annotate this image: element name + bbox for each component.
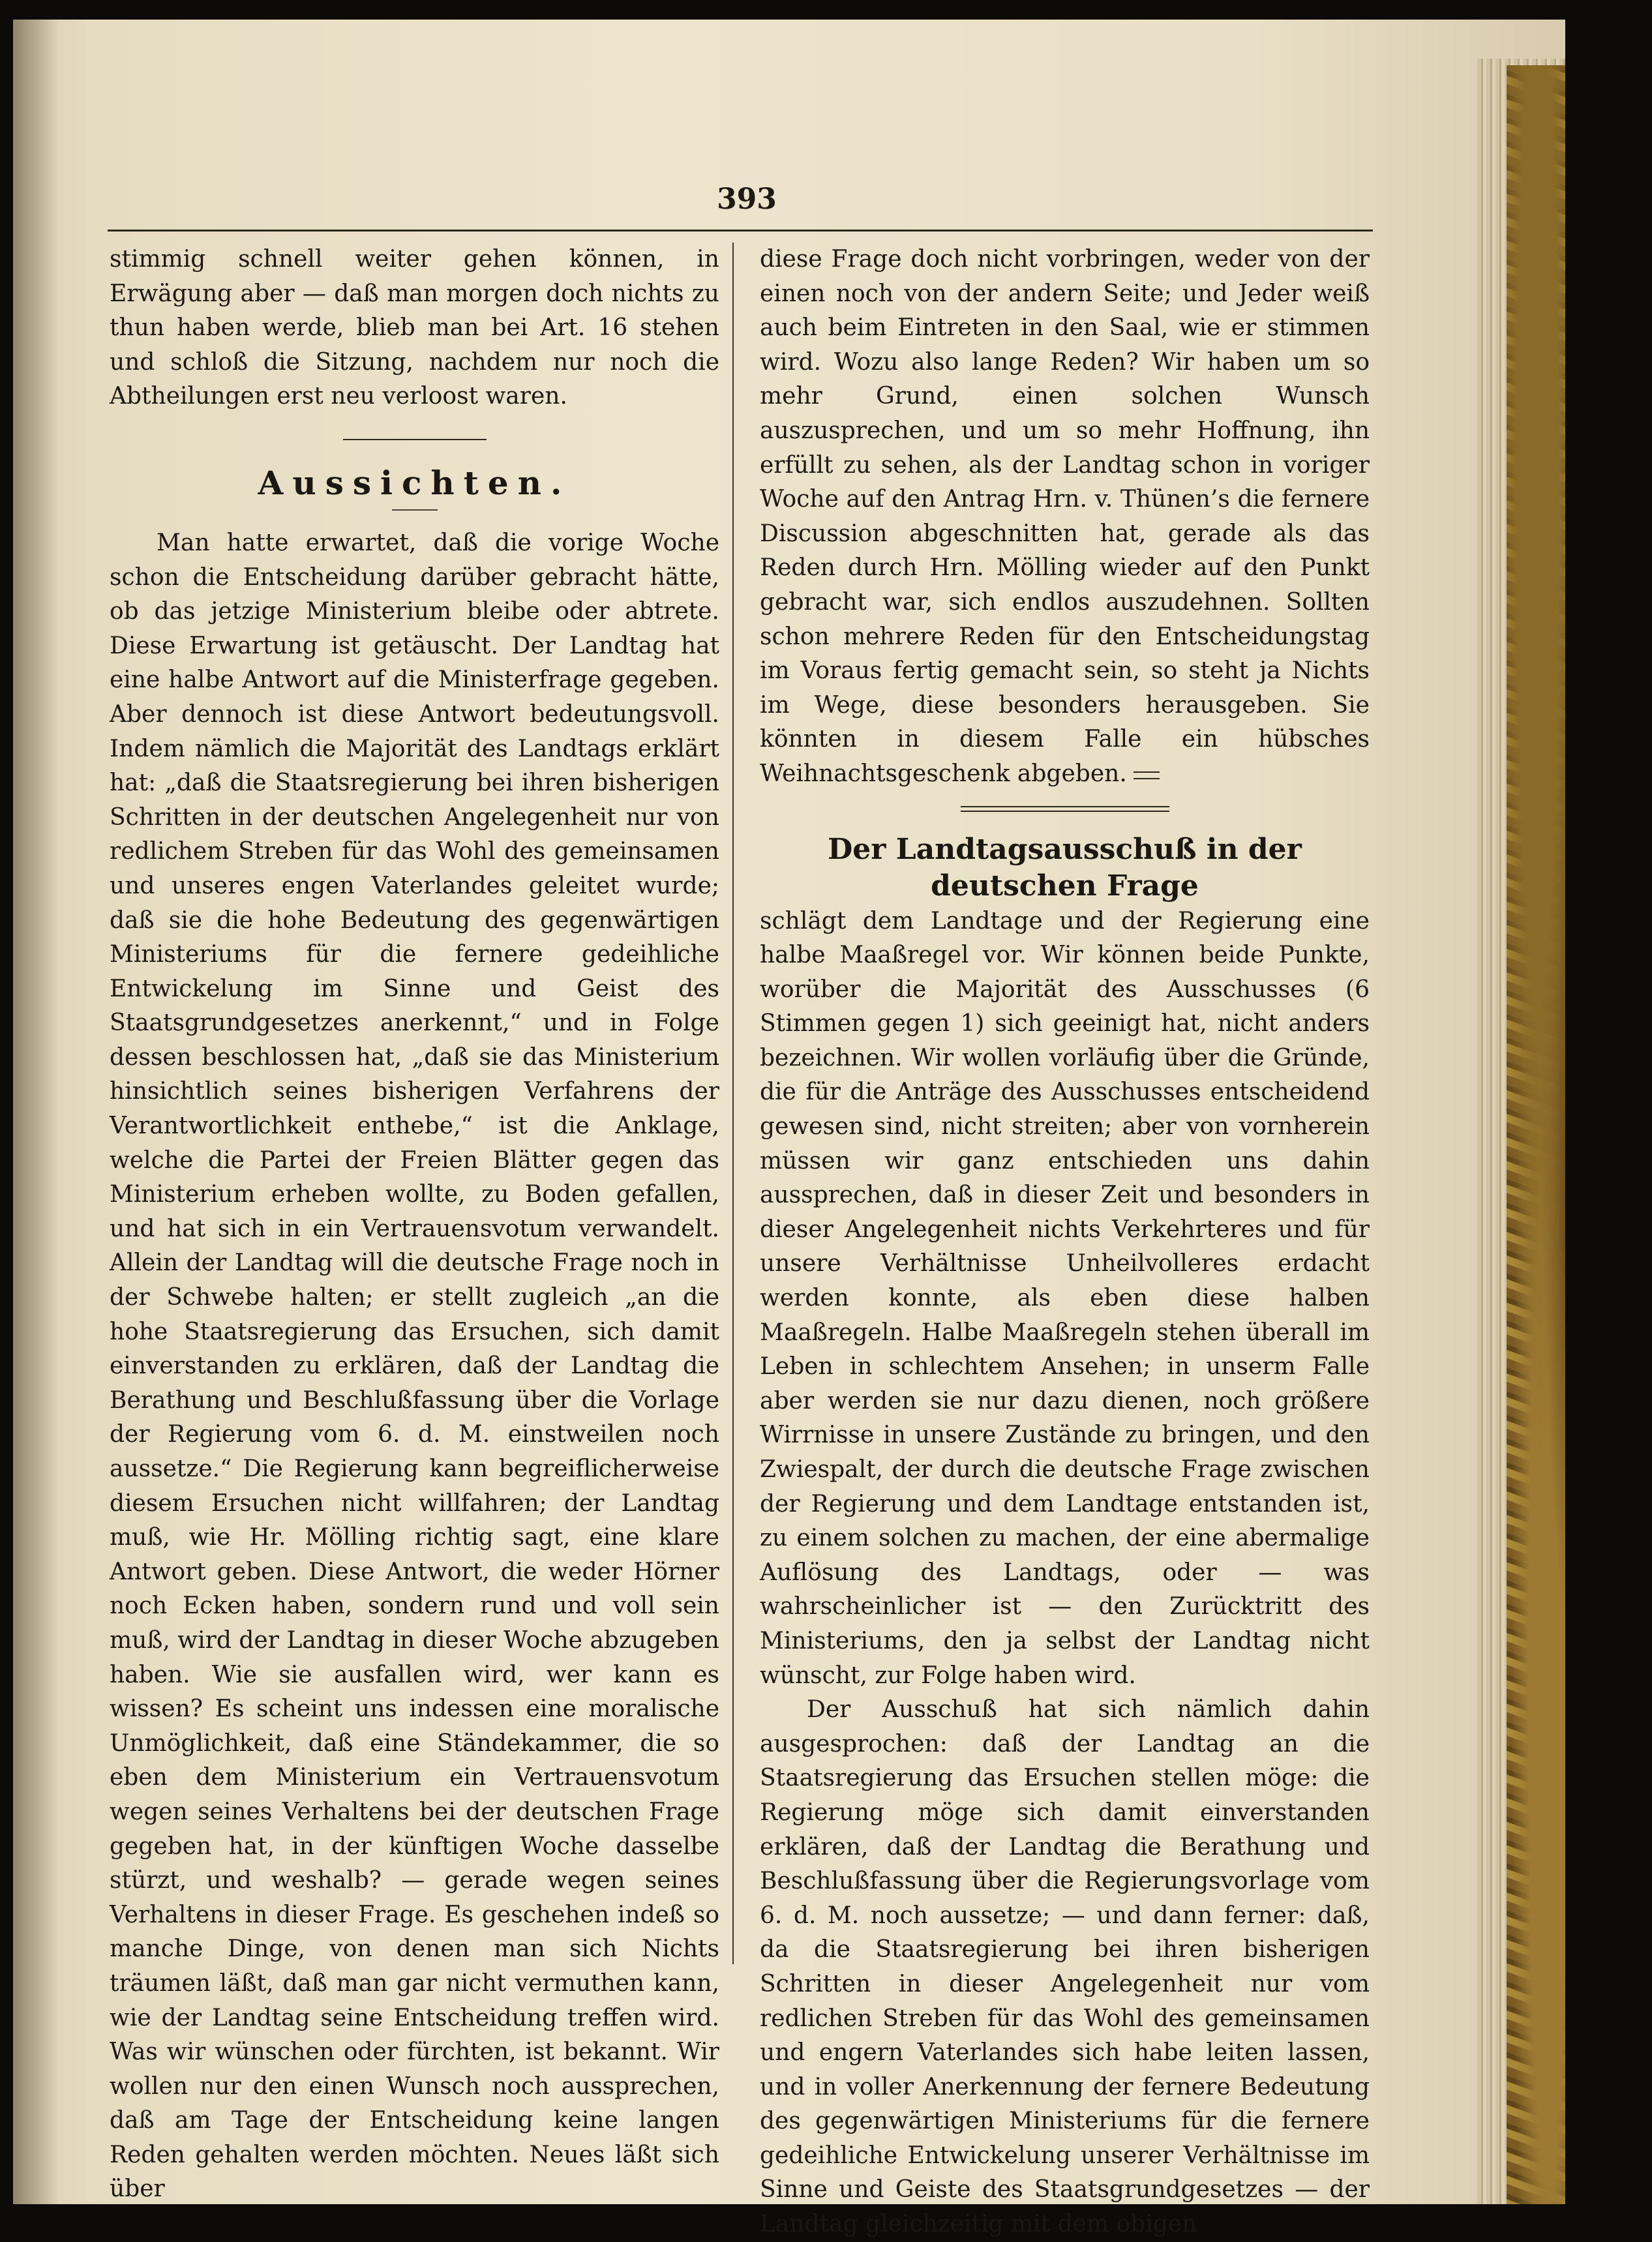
section-separator-double [961, 806, 1169, 812]
gutter-shadow [13, 20, 59, 2204]
left-column [110, 243, 719, 2207]
section-body-aussichten: Man hatte erwartet, daß die vorige Woche schon die Entscheidung darüber gebracht hätte, ob das jetzige Ministerium bleibe oder abtrete. Diese Erwartung ist getäuscht. Der Landtag hat eine halbe Antwort auf die Ministerfrage gegeben. Aber dennoch ist diese Antwort bedeutungsvoll. Indem nämlich die Majorität des Landtags erklärt hat: „daß die Staatsregierung bei ihren bisherigen Schritten in der deutschen Angelegenheit nur von redlichem Streben für das Wohl des gemeinsamen und unseres engen Vaterlandes geleitet wurde; daß sie die hohe Bedeutung des gegenwärtigen Ministeriums für die fernere gedeihliche Entwickelung im Sinne und Geist des Staatsgrundgesetzes anerkennt,“ und in Folge dessen beschlossen hat, „daß sie das Ministerium hinsichtlich seines bisherigen Verfahrens der Verantwortlichkeit enthebe,“ ist die Anklage, welche die Partei der Freien Blätter gegen das Ministerium erheben wollte, zu Boden gefallen, und hat sich in ein Vertrauensvotum verwandelt. Allein der Landtag will die deutsche Frage noch in der Schwebe halten; er stellt zugleich „an die hohe Staatsregierung das Ersuchen, sich damit einverstanden zu erklären, daß der Landtag die Berathung und Beschlußfassung über die Vorlage der Regierung vom 6. d. M. einstweilen noch aussetze.“ Die Regierung kann begreiflicherweise diesem Ersuchen nicht willfahren; der Landtag muß, wie Hr. Mölling richtig sagt, eine klare Antwort geben. Diese Antwort, die weder Hörner noch Ecken haben, sondern rund und voll sein muß, wird der Landtag in dieser Woche abzugeben haben. Wie sie ausfallen wird, wer kann es wissen? Es scheint uns indessen eine moralische Unmöglichkeit, daß eine Ständekammer, die so eben dem Ministerium ein Vertrauensvotum wegen seines Verhaltens bei der deutschen Frage gegeben hat, in der künftigen Woche dasselbe stürzt, und weshalb? — gerade wegen seines Verhaltens in dieser Frage. Es geschehen indeß so manche Dinge, von denen man sich Nichts träumen läßt, daß man gar nicht vermuthen kann, wie der Landtag seine Entscheidung treffen wird. Was wir wünschen oder fürchten, ist bekannt. Wir wollen nur den einen Wunsch noch aussprechen, daß am Tage der Entscheidung keine langen Reden gehalten werden möchten. Neues läßt sich über [110, 529, 719, 2203]
section-separator [343, 439, 487, 440]
marbled-cover [1507, 65, 1565, 2204]
opening-paragraph: stimmig schnell weiter gehen können, in Erwägung aber — daß man morgen doch nichts zu thun haben werde, blieb man bei Art. 16 stehen und schloß die Sitzung, nachdem nur noch die Abtheilungen erst neu verloost waren. [110, 246, 719, 410]
continuation-paragraph [760, 243, 1370, 792]
page-number: 393 [717, 183, 777, 216]
right-column [760, 243, 1370, 2242]
header-rule [108, 230, 1373, 232]
column-divider [732, 243, 734, 1964]
continuation-text: diese Frage doch nicht vorbringen, weder von der einen noch von der andern Seite; und Jeder weiß auch beim Eintreten in den Saal, wie er stimmen wird. Wozu also lange Reden? Wir haben um so mehr Grund, einen solchen Wunsch auszusprechen, und um so mehr Hoffnung, ihn erfüllt zu sehen, als der Landtag schon in voriger Woche auf den Antrag Hrn. v. Thünen’s die fernere Discussion abgeschnitten hat, gerade als das Reden durch Hrn. Mölling wieder auf den Punkt gebracht war, sich endlos auszudehnen. Sollten schon mehrere Reden für den Entscheidungstag im Voraus fertig gemacht sein, so steht ja Nichts im Wege, diese besonders herausgeben. Sie könnten in diesem Falle ein hübsches Weihnachtsgeschenk abgeben. [760, 246, 1370, 787]
end-mark [1134, 771, 1160, 779]
section-title-aussichten: Aussichten. [258, 463, 571, 502]
section-paragraph-1: schlägt dem Landtage und der Regierung eine halbe Maaßregel vor. Wir können beide Punkte, worüber die Majorität des Ausschusses (6 Stimmen gegen 1) sich geeinigt hat, nicht anders bezeichnen. Wir wollen vorläufig über die Gründe, die für die Anträge des Ausschusses entscheidend gewesen sind, nicht streiten; aber von vornherein müssen wir ganz entschieden uns dahin aussprechen, daß in dieser Zeit und besonders in dieser Angelegenheit nichts Verkehrteres und für unsere Verhältnisse Unheilvolleres erdacht werden konnte, als eben diese halben Maaßregeln. Halbe Maaßregeln stehen überall im Leben in schlechtem Ansehen; in unserm Falle aber werden sie nur dazu dienen, noch größere Wirrnisse in unsere Zustände zu bringen, und den Zwiespalt, der durch die deutsche Frage zwischen der Regierung und dem Landtage entstanden ist, zu einem solchen zu machen, der eine abermalige Auflösung des Landtags, oder — was wahrscheinlicher ist — den Zurücktritt des Ministeriums, den ja selbst der Landtag nicht wünscht, zur Folge haben wird. [760, 907, 1370, 1689]
section-title-landtagsausschuss: Der Landtagsausschuß in der deutschen Frage [828, 832, 1302, 903]
title-underline [392, 509, 438, 511]
section-paragraph-2: Der Ausschuß hat sich nämlich dahin ausgesprochen: daß der Landtag an die Staatsregierung das Ersuchen stellen möge: die Regierung möge sich damit einverstanden erklären, daß der Landtag die Berathung und Beschlußfassung über die Regierungsvorlage vom 6. d. M. noch aussetze; — und dann ferner: daß, da die Staatsregierung bei ihren bisherigen Schritten in dieser Angelegenheit nur vom redlichen Streben für das Wohl des gemeinsamen und engern Vaterlandes sich habe leiten lassen, und in voller Anerkennung der fernere Bedeutung des gegenwärtigen Ministeriums für die fernere gedeihliche Entwickelung unserer Verhältnisse im Sinne und Geiste des Staatsgrundgesetzes — der Landtag gleichzeitig mit dem obigen [760, 1696, 1370, 2238]
